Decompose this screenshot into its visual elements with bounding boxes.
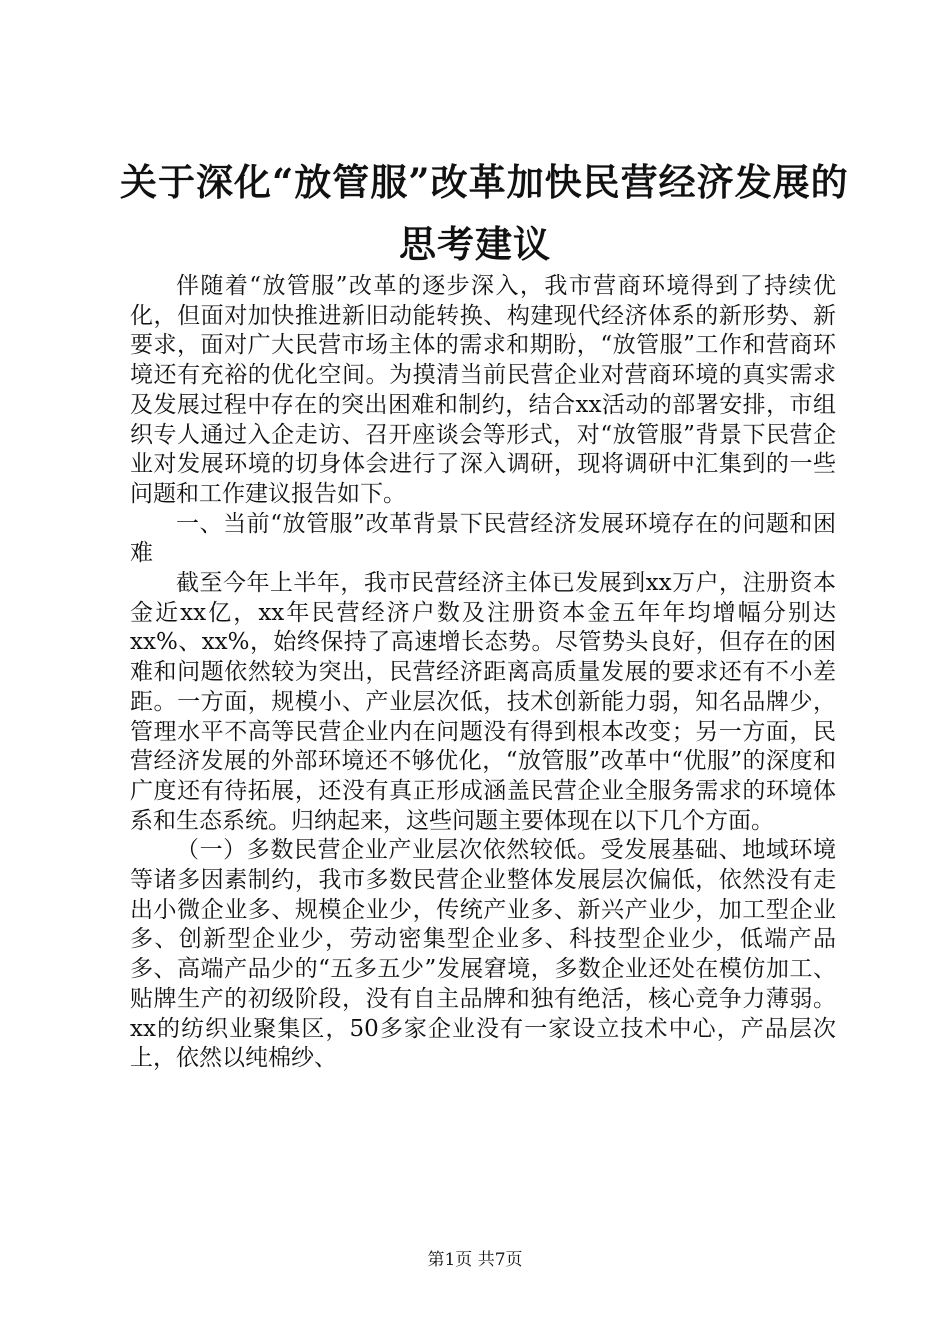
subsection-paragraph-1: （一）多数民营企业产业层次依然较低。受发展基础、地域环境等诸多因素制约，我市多数民营企业整体发展层次偏低，依然没有走出小微企业多、规模企业少，传统产业多、新兴产业少，加工型企业多、创新型企业少，劳动密集型企业多、科技型企业少，低端产品多、高端产品少的“五多五少”发展窘境，多数企业还处在模仿加工、贴牌生产的初级阶段，没有自主品牌和独有绝活，核心竞争力薄弱。xx的纺织业聚集区，50多家企业没有一家设立技术中心，产品层次上，依然以纯棉纱、 — [130, 837, 836, 1072]
document-title-line-2: 思考建议 — [399, 222, 551, 266]
document-body — [130, 272, 836, 1074]
document-title-line-1: 关于深化“放管服”改革加快民营经济发展的 — [120, 160, 849, 204]
intro-paragraph: 伴随着“放管服”改革的逐步深入，我市营商环境得到了持续优化，但面对加快推进新旧动能转换、构建现代经济体系的新形势、新要求，面对广大民营市场主体的需求和期盼，“放管服”工作和营商环境还有充裕的优化空间。为摸清当前民营企业对营商环境的真实需求及发展过程中存在的突出困难和制约，结合xx活动的部署安排，市组织专人通过入企走访、召开座谈会等形式，对“放管服”背景下民营企业对发展环境的切身体会进行了深入调研，现将调研中汇集到的一些问题和工作建议报告如下。 — [130, 273, 836, 507]
section-heading-1: 一、当前“放管服”改革背景下民营经济发展环境存在的问题和困难 — [130, 510, 836, 567]
page-footer: 第1页 共7页 — [427, 1250, 523, 1270]
section-paragraph-1: 截至今年上半年，我市民营经济主体已发展到xx万户，注册资本金近xx亿，xx年民营经济户数及注册资本金五年年均增幅分别达xx%、xx%，始终保持了高速增长态势。尽管势头良好，但存在的困难和问题依然较为突出，民营经济距离高质量发展的要求还有不小差距。一方面，规模小、产业层次低，技术创新能力弱，知名品牌少，管理水平不高等民营企业内在问题没有得到根本改变；另一方面，民营经济发展的外部环境还不够优化，“放管服”改革中“优服”的深度和广度还有待拓展，还没有真正形成涵盖民营企业全服务需求的环境体系和生态系统。归纳起来，这些问题主要体现在以下几个方面。 — [130, 570, 836, 834]
